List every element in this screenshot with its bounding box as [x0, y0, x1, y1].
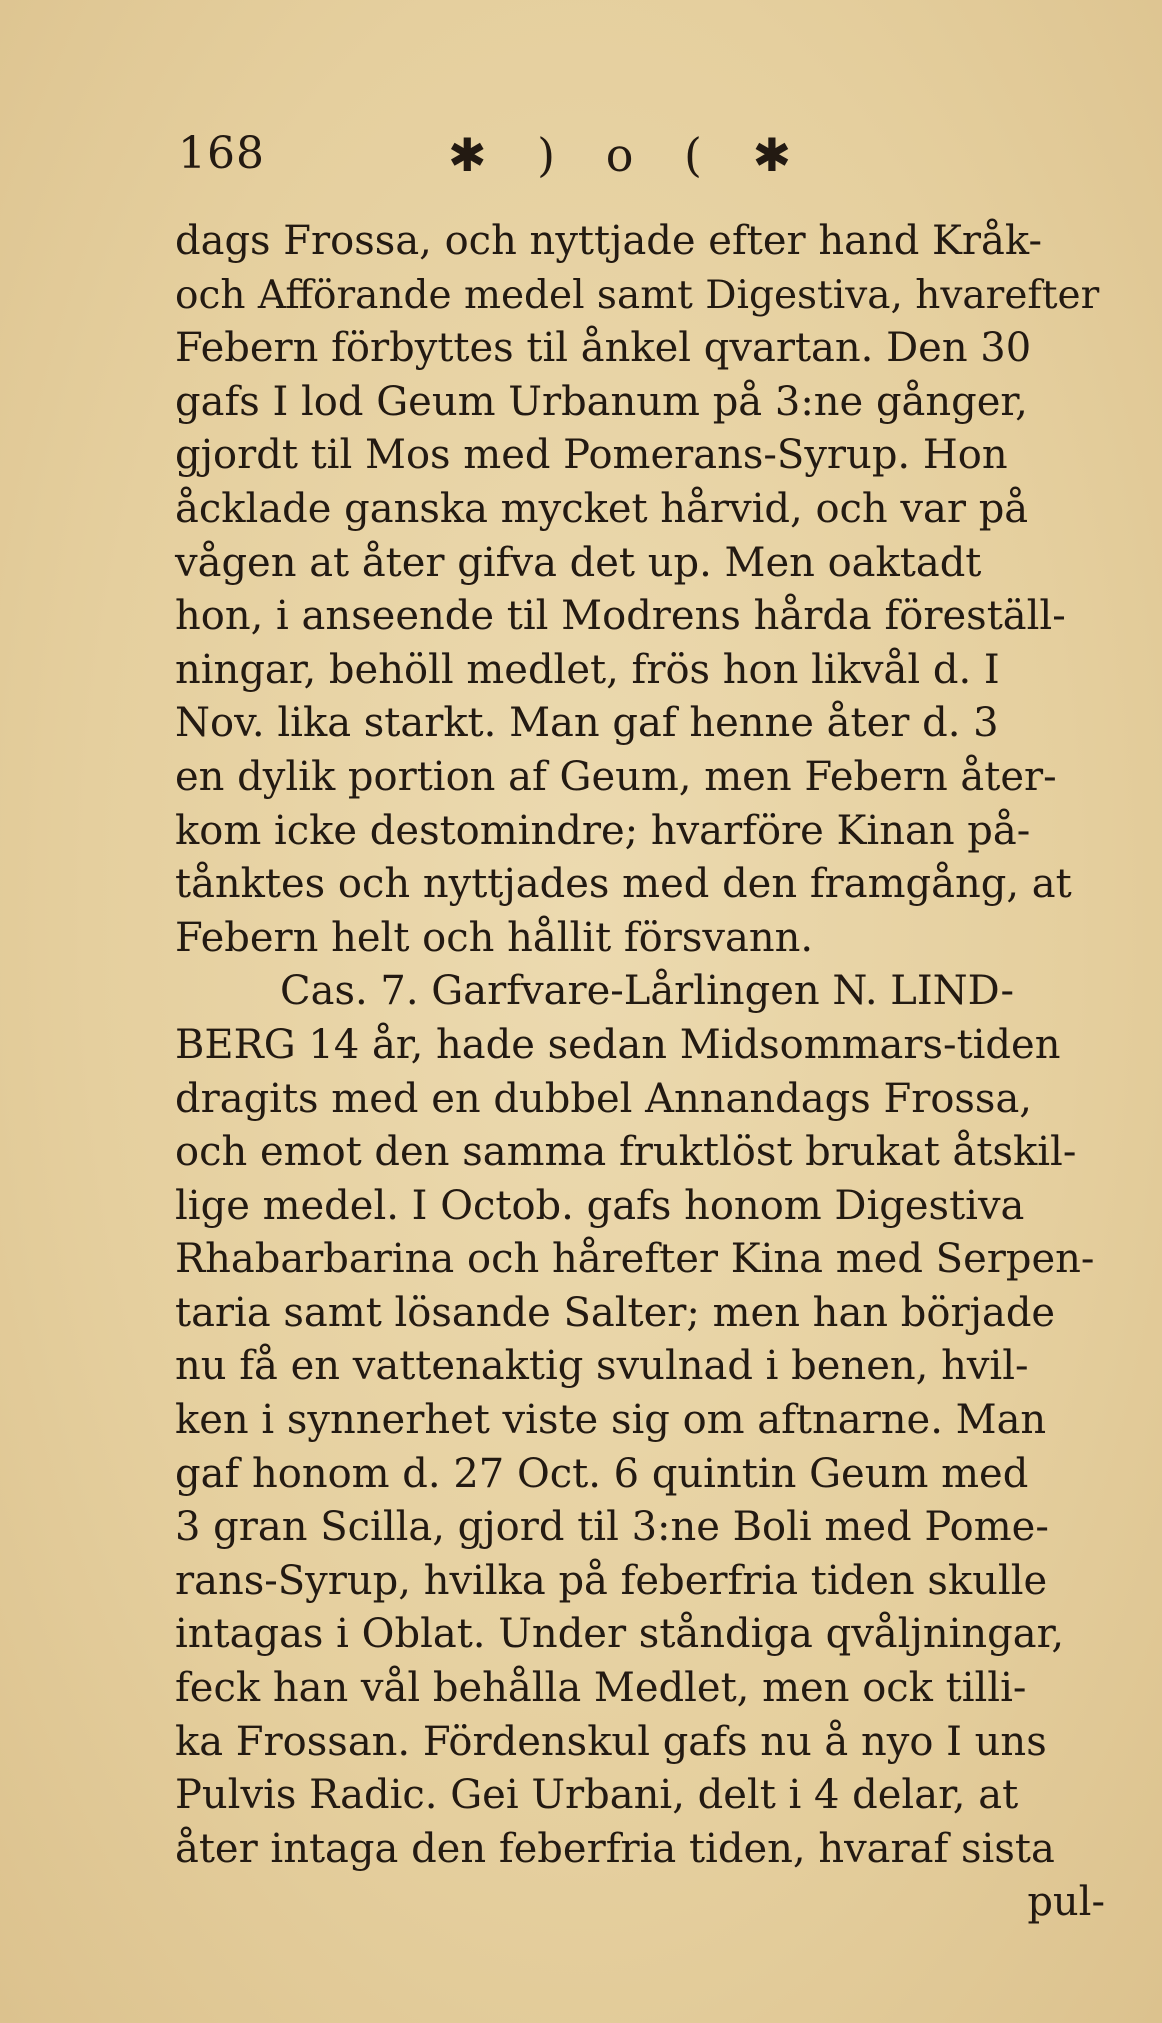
- case-heading-line: Cas. 7. Garfvare-Lårlingen N. LIND-: [280, 968, 1014, 1015]
- text-line: och Afförande medel samt Digestiva, hvarefter: [175, 272, 1100, 318]
- text-line: ken i synnerhet viste sig om aftnarne. Man: [175, 1397, 1047, 1444]
- text-line: kom icke destomindre; hvarföre Kinan på-: [175, 807, 1031, 854]
- text-line: och emot den samma fruktlöst brukat åtskil-: [175, 1129, 1077, 1176]
- text-line: gjordt til Mos med Pomerans-Syrup. Hon: [175, 432, 1008, 479]
- text-line: tånktes och nyttjades med den framgång, at: [175, 861, 1072, 908]
- catchword: pul-: [1027, 1879, 1105, 1926]
- page-header: [178, 128, 998, 198]
- text-line: nu få en vattenaktig svulnad i benen, hvil-: [175, 1343, 1029, 1390]
- text-line: en dylik portion af Geum, men Febern åter-: [175, 753, 1057, 800]
- text-line: gafs I lod Geum Urbanum på 3:ne gånger,: [175, 378, 1028, 425]
- text-line: dragits med en dubbel Annandags Frossa,: [175, 1075, 1033, 1122]
- text-line: Pulvis Radic. Gei Urbani, delt i 4 delar, at: [175, 1772, 1019, 1819]
- text-line: hon, i anseende til Modrens hårda föreställ-: [175, 593, 1066, 640]
- text-line: vågen at åter gifva det up. Men oaktadt: [175, 539, 982, 586]
- text-line: Nov. lika starkt. Man gaf henne åter d. 3: [175, 700, 999, 747]
- text-line: Febern förbyttes til ånkel qvartan. Den 30: [175, 325, 1032, 372]
- text-line: taria samt lösande Salter; men han började: [175, 1289, 1056, 1336]
- text-line: BERG 14 år, hade sedan Midsommars-tiden: [175, 1021, 1061, 1068]
- text-line: Febern helt och hållit försvann.: [175, 914, 814, 961]
- header-ornament: ✱ ) o ( ✱: [448, 128, 810, 182]
- text-line: lige medel. I Octob. gafs honom Digestiva: [175, 1182, 1025, 1229]
- text-line: ka Frossan. Fördenskul gafs nu å nyo I uns: [175, 1718, 1047, 1765]
- text-line: rans-Syrup, hvilka på feberfria tiden skulle: [175, 1557, 1048, 1604]
- body-text: [175, 215, 1105, 1930]
- text-line: feck han vål behålla Medlet, men ock tilli-: [175, 1665, 1027, 1712]
- page-number: 168: [178, 128, 265, 179]
- text-line: intagas i Oblat. Under ståndiga qvåljningar,: [175, 1611, 1065, 1658]
- text-line: dags Frossa, och nyttjade efter hand Kråk-: [175, 218, 1042, 264]
- text-line: gaf honom d. 27 Oct. 6 quintin Geum med: [175, 1450, 1029, 1497]
- text-line: 3 gran Scilla, gjord til 3:ne Boli med Pome-: [175, 1504, 1049, 1551]
- text-line: Rhabarbarina och hårefter Kina med Serpen-: [175, 1236, 1095, 1283]
- text-line: åcklade ganska mycket hårvid, och var på: [175, 485, 1029, 532]
- text-line: ningar, behöll medlet, frös hon likvål d. I: [175, 646, 1000, 693]
- text-line: åter intaga den feberfria tiden, hvaraf sista: [175, 1825, 1055, 1872]
